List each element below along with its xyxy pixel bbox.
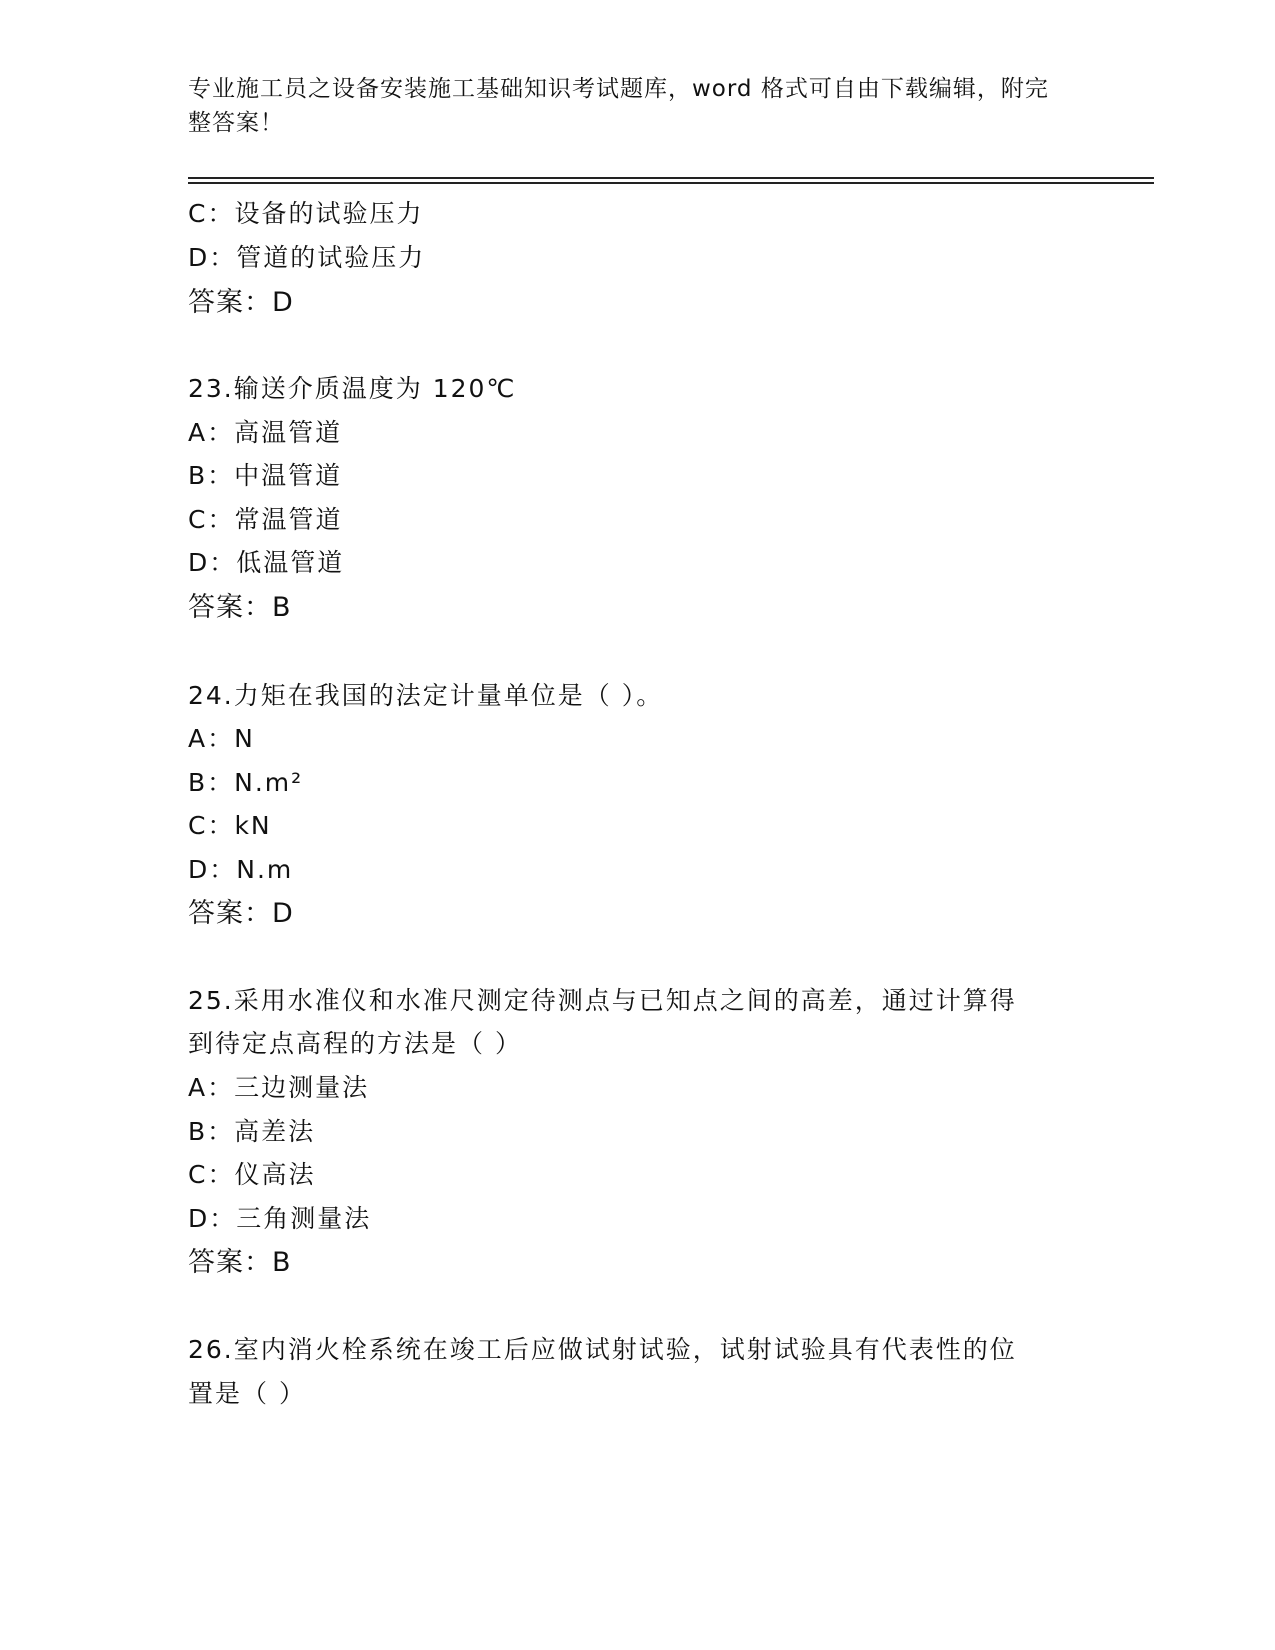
question-26-stem-line-2: 置是（ ） <box>188 1379 306 1408</box>
header-rule-top <box>188 177 1154 179</box>
question-24-answer: 答案：D <box>188 898 294 929</box>
header-rule-bottom <box>188 182 1154 184</box>
question-25-option-d: D：三角测量法 <box>188 1204 372 1233</box>
answer-line: 答案：D <box>188 287 294 318</box>
question-23-option-c: C：常温管道 <box>188 505 343 534</box>
question-23-answer: 答案：B <box>188 592 292 623</box>
question-26-stem-line-1: 26.室内消火栓系统在竣工后应做试射试验，试射试验具有代表性的位 <box>188 1335 1017 1364</box>
question-25-option-a: A：三边测量法 <box>188 1073 370 1102</box>
option-d: D：管道的试验压力 <box>188 243 426 272</box>
question-23-stem: 23.输送介质温度为 120℃ <box>188 374 517 403</box>
question-24-option-b: B：N.m² <box>188 768 304 797</box>
question-23-option-d: D：低温管道 <box>188 548 345 577</box>
question-24-option-a: A：N <box>188 724 255 753</box>
question-25-option-b: B：高差法 <box>188 1117 316 1146</box>
question-24-stem: 24.力矩在我国的法定计量单位是（ ）。 <box>188 681 664 710</box>
question-23-option-a: A：高温管道 <box>188 418 343 447</box>
question-24-option-d: D：N.m <box>188 855 294 884</box>
document-header: 专业施工员之设备安装施工基础知识考试题库，word 格式可自由下载编辑，附完整答案！ <box>188 76 1049 136</box>
question-25-option-c: C：仪高法 <box>188 1160 316 1189</box>
option-c: C：设备的试验压力 <box>188 199 424 228</box>
question-23-option-b: B：中温管道 <box>188 461 343 490</box>
question-25-answer: 答案：B <box>188 1247 292 1278</box>
question-25-stem-line-1: 25.采用水准仪和水准尺测定待测点与已知点之间的高差，通过计算得 <box>188 986 1017 1015</box>
question-24-option-c: C：kN <box>188 811 272 840</box>
question-25-stem-line-2: 到待定点高程的方法是（ ） <box>188 1029 522 1058</box>
